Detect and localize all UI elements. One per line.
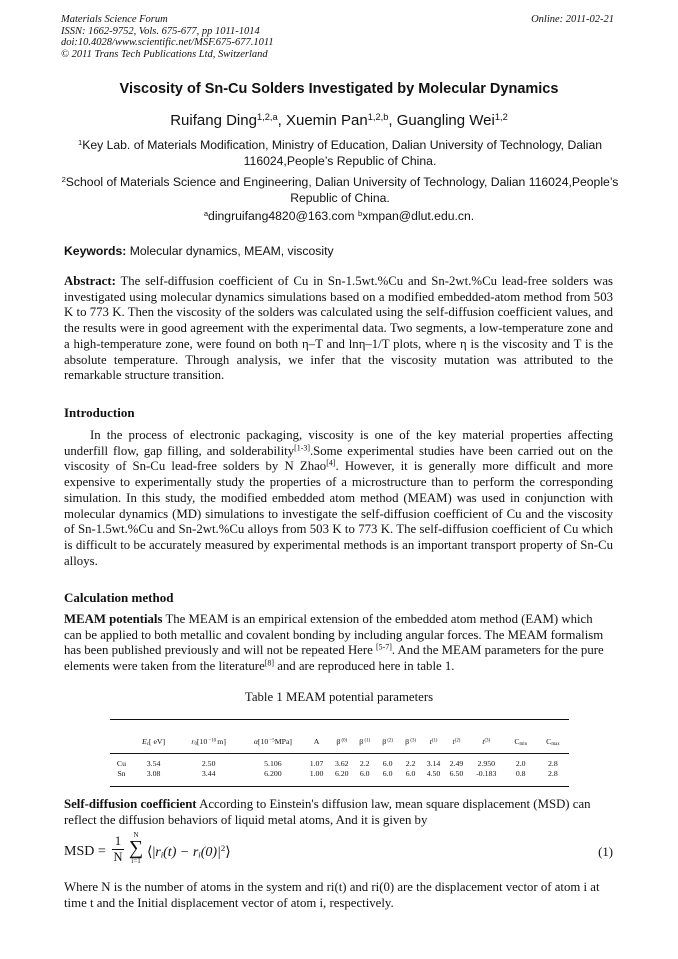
copyright-line: © 2011 Trans Tech Publications Ltd, Switzerland — [61, 48, 268, 60]
abstract-text: The self-diffusion coefficient of Cu in Sn-1.5wt.%Cu and Sn-2wt.%Cu lead-free solders was investigated using molecular dynamics simulations based on a modified embedded-atom method from 503 K to 773 K. Then the viscosity of the solders was calculated using the self-diffusion coefficient values, and the results were in good agreement with the experimental data. Two segments, a low-temperature zone and a high-temperature zone, were found on both η–T and lnη–1/T plots, where η is the viscosity and T is the absolute temperature. Through analysis, we infer that the viscosity mutation was attributed to the remarkable structure transition. — [64, 274, 613, 383]
author-affil: 1,2,b — [367, 111, 389, 122]
calculation-heading: Calculation method — [64, 590, 174, 605]
col-ec: $E_c$[ eV] — [142, 737, 166, 747]
col-a: A — [313, 737, 320, 746]
citation: [4] — [326, 459, 336, 469]
email-line: $^a$dingruifang4820@163.com $^b$xmpan@dlut.edu.cn. — [203, 208, 475, 223]
citation: [8] — [264, 658, 274, 668]
table-rule-top — [110, 719, 569, 720]
table-header — [110, 737, 569, 747]
col-t3: $t^{(3)}$ — [482, 737, 491, 746]
issn-line: ISSN: 1662-9752, Vols. 675-677, pp 1011-1014 — [61, 25, 260, 37]
keywords-label: Keywords: — [64, 244, 127, 258]
author-name: Ruifang Ding — [170, 112, 257, 129]
online-date: Online: 2011-02-21 — [531, 14, 614, 25]
author-list: Ruifang Ding$^{1,2,a}$, Xuemin Pan$^{1,2,b}$, Guangling Wei$^{1,2}$ — [170, 111, 508, 129]
citation: [5-7] — [376, 643, 392, 653]
col-alpha: α[10 $^{-5}$MPa] — [253, 737, 293, 746]
paper-title: Viscosity of Sn-Cu Solders Investigated by Molecular Dynamics — [119, 81, 559, 97]
introduction-text: In the process of electronic packaging, viscosity is one of the key material properties affecting underfill flow, gap filling, and solderability[1-3].Some experimental studies have been carried out on the viscosity of Sn-Cu lead-free solders by N Zhao[4]. However, it is generally more difficult and more expensive to experimentally study the properties of a microstructure than to perform the corresponding simulation. In this study, the modified embedded atom method (MEAM) was used in conjunction with molecular dynamics (MD) simulations to investigate the self-diffusion coefficient of Cu and the viscosity of Sn-1.5wt.%Cu and Sn-2wt.%Cu alloys from 503 K to 773 K. The self-diffusion coefficient of Cu which is difficult to be accurately measured by experimental methods is an important transport property of Sn-Cu alloys. — [64, 428, 613, 568]
equation-fraction: $\frac{1}{N}$ — [113, 834, 123, 864]
keywords — [64, 244, 624, 258]
col-cmax: $C_{max}$ — [546, 737, 560, 747]
abstract-label: Abstract: — [64, 274, 116, 288]
author-affil: 1,2,a — [256, 111, 278, 122]
table-rule-mid — [110, 753, 569, 754]
equation-body: $⟨|r_i(t)$ − $r_i(0)|^2⟩$ — [147, 843, 231, 860]
abstract — [64, 274, 613, 384]
col-r0: $r_0[10$ $^{-10}$ m] — [191, 737, 226, 747]
email-a: dingruifang4820@163.com — [208, 209, 355, 223]
author-name: Xuemin Pan — [285, 112, 368, 129]
equation-lhs: MSD = — [64, 844, 106, 859]
journal-name: Materials Science Forum — [61, 14, 168, 25]
col-t1: $t^{(1)}$ — [429, 737, 438, 746]
table-body — [110, 759, 569, 779]
summation: N ∑ i=1 — [128, 831, 144, 865]
col-t2: $t^{(2)}$ — [452, 737, 461, 746]
author-affil: 1,2 — [494, 111, 508, 122]
msd-equation — [64, 832, 613, 872]
affiliation-2: $^2$School of Materials Science and Engineering, Dalian University of Technology, Dalian 116024,People’s Republic of China. — [61, 174, 619, 205]
table-row: Sn 3.08 3.44 6.200 1.00 6.20 6.0 6.0 6.0 4.50 6.50 -0.183 0.8 2.8 — [117, 769, 558, 778]
meam-paragraph: MEAM potentials The MEAM is an empirical extension of the embedded atom method (EAM) which can be applied to both metallic and covalent bonding by including angular forces. The MEAM formalism has been published previously and will not be repeated Here [5-7]. And the MEAM parameters for the pure elements were taken from the literature[8] and are reproduced here in table 1. — [64, 612, 604, 674]
author-name: Guangling Wei — [396, 112, 495, 129]
equation-number: (1) — [598, 845, 613, 859]
col-beta3: β $^{(3)}$ — [405, 737, 416, 746]
self-diffusion-label: Self-diffusion coefficient — [64, 797, 197, 811]
col-beta2: β $^{(2)}$ — [382, 737, 394, 746]
journal-header — [61, 14, 274, 60]
meam-label: MEAM potentials — [64, 612, 163, 626]
citation: [1-3] — [294, 443, 310, 453]
table-row: Cu 3.54 2.50 5.106 1.07 3.62 2.2 6.0 2.2 3.14 2.49 2.950 2.0 2.8 — [116, 759, 558, 768]
affiliation-1: $^1$Key Lab. of Materials Modification, Ministry of Education, Dalian University of Technology, Dalian 116024,People’s Republic of China. — [78, 137, 602, 168]
doi-line: doi:10.4028/www.scientific.net/MSF.675-677.1011 — [61, 37, 274, 48]
where-paragraph: Where N is the number of atoms in the system and ri(t) and ri(0) are the displacement vector of atom i at time t and the Initial displacement vector of atom i, respectively. — [64, 880, 600, 910]
email-b: xmpan@dlut.edu.cn. — [362, 209, 475, 223]
table-caption: Table 1 MEAM potential parameters — [244, 690, 434, 704]
introduction-heading: Introduction — [64, 405, 135, 420]
self-diffusion-paragraph: Self-diffusion coefficient According to Einstein's diffusion law, mean square displacement (MSD) can reflect the diffusion behaviors of liquid metal atoms, And it is given by — [64, 797, 591, 827]
col-beta1: β $^{(1)}$ — [359, 737, 371, 746]
col-cmin: $C_{min}$ — [514, 737, 528, 747]
col-beta0: β $^{(0)}$ — [336, 737, 348, 746]
keywords-text: Molecular dynamics, MEAM, viscosity — [129, 244, 334, 258]
table-rule-bottom — [110, 786, 569, 787]
